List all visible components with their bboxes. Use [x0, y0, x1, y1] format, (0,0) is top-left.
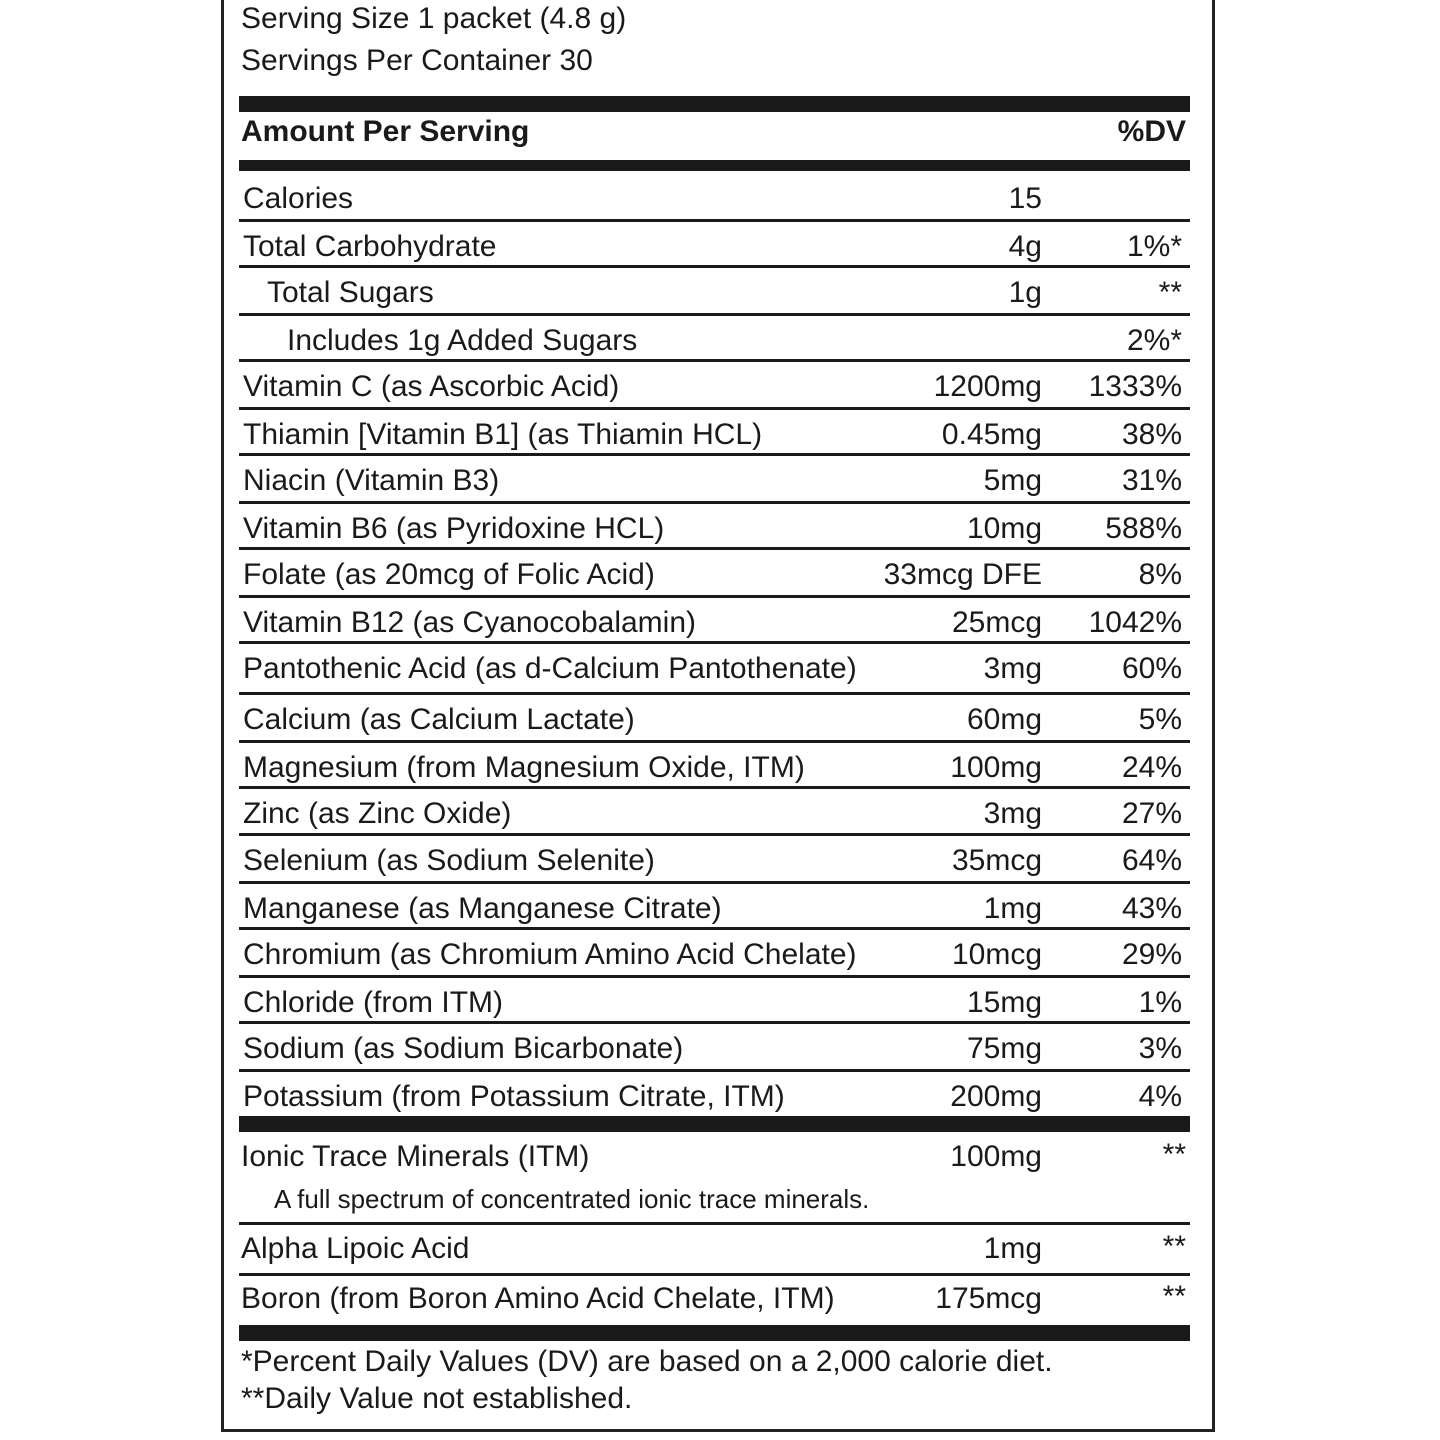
nutrient-amount: 15 [1008, 182, 1042, 215]
nutrient-dv: 2%* [1126, 324, 1182, 357]
nutrient-dv: ** [1162, 1138, 1186, 1171]
nutrient-row [239, 745, 1190, 791]
nutrient-amount: 3mg [983, 652, 1042, 685]
nutrient-dv: 8% [1138, 558, 1182, 591]
nutrient-dv: 3% [1138, 1032, 1182, 1065]
nutrient-name: Niacin (Vitamin B3) [243, 464, 500, 497]
nutrient-dv: 588% [1105, 512, 1182, 545]
nutrient-row [239, 932, 1190, 978]
nutrient-row [239, 176, 1190, 222]
nutrient-row [239, 1074, 1190, 1120]
row-divider [239, 1021, 1190, 1024]
nutrient-amount: 200mg [950, 1080, 1042, 1113]
row-divider [239, 833, 1190, 836]
row-divider [239, 881, 1190, 884]
nutrient-amount: 1200mg [933, 370, 1042, 403]
nutrient-dv: 43% [1121, 892, 1182, 925]
row-divider [239, 975, 1190, 978]
nutrient-amount: 5mg [983, 464, 1042, 497]
nutrient-name: Chromium (as Chromium Amino Acid Chelate) [243, 938, 857, 971]
itm-description: A full spectrum of concentrated ionic trace minerals. [274, 1184, 870, 1214]
row-divider [239, 407, 1190, 410]
nutrient-amount: 33mcg DFE [883, 558, 1042, 591]
row-divider [239, 740, 1190, 743]
nutrient-row [239, 364, 1190, 410]
nutrient-row [239, 270, 1190, 316]
nutrient-amount: 10mg [966, 512, 1042, 545]
row-divider [239, 692, 1190, 695]
nutrient-name: Thiamin [Vitamin B1] (as Thiamin HCL) [243, 418, 763, 451]
row-divider [239, 501, 1190, 504]
row-divider [239, 1222, 1190, 1225]
nutrient-dv: 64% [1121, 844, 1182, 877]
row-divider [239, 265, 1190, 268]
nutrient-amount: 100mg [950, 751, 1042, 784]
nutrient-name: Folate (as 20mcg of Folic Acid) [243, 558, 655, 591]
nutrient-name: Boron (from Boron Amino Acid Chelate, ITM) [241, 1282, 835, 1315]
row-divider [239, 927, 1190, 930]
nutrient-name: Potassium (from Potassium Citrate, ITM) [243, 1080, 785, 1113]
dv-heading: %DV [1117, 115, 1186, 148]
thick-divider-bottom [239, 1325, 1190, 1341]
row-divider [239, 453, 1190, 456]
nutrient-row [239, 224, 1190, 270]
nutrient-name: Pantothenic Acid (as d-Calcium Pantothenate) [243, 652, 857, 685]
nutrient-name: Chloride (from ITM) [243, 986, 504, 1019]
nutrient-amount: 1mg [983, 892, 1042, 925]
nutrient-amount: 0.45mg [941, 418, 1042, 451]
nutrient-name: Vitamin B6 (as Pyridoxine HCL) [243, 512, 665, 545]
nutrient-row [239, 791, 1190, 837]
row-divider [239, 786, 1190, 789]
nutrient-amount: 75mg [966, 1032, 1042, 1065]
nutrient-amount: 4g [1008, 230, 1042, 263]
nutrient-amount: 35mcg [951, 844, 1042, 877]
nutrient-row [239, 412, 1190, 458]
nutrient-dv: 1% [1138, 986, 1182, 1019]
nutrient-row [239, 886, 1190, 932]
nutrient-name: Total Sugars [267, 276, 434, 309]
nutrient-row [239, 838, 1190, 884]
nutrient-name: Ionic Trace Minerals (ITM) [241, 1140, 590, 1173]
nutrient-name: Includes 1g Added Sugars [287, 324, 638, 357]
nutrient-name: Total Carbohydrate [243, 230, 497, 263]
other-row-ala [239, 1230, 1190, 1276]
other-row-itm [239, 1138, 1190, 1184]
nutrient-dv: 1042% [1088, 606, 1182, 639]
nutrient-name: Alpha Lipoic Acid [241, 1232, 470, 1265]
nutrient-dv: 4% [1138, 1080, 1182, 1113]
nutrient-dv: 5% [1138, 703, 1182, 736]
nutrient-amount: 3mg [983, 797, 1042, 830]
row-divider [239, 359, 1190, 362]
nutrient-name: Selenium (as Sodium Selenite) [243, 844, 655, 877]
nutrient-dv: ** [1162, 1280, 1186, 1313]
footnote-dv-not-established: **Daily Value not established. [241, 1382, 633, 1415]
nutrient-dv: 24% [1121, 751, 1182, 784]
nutrient-name: Calcium (as Calcium Lactate) [243, 703, 635, 736]
nutrient-row [239, 318, 1190, 364]
other-row-boron [239, 1280, 1190, 1326]
amount-per-serving-heading: Amount Per Serving [241, 115, 530, 148]
nutrient-name: Manganese (as Manganese Citrate) [243, 892, 722, 925]
nutrient-dv: 1%* [1126, 230, 1182, 263]
nutrient-row [239, 552, 1190, 598]
nutrient-dv: 38% [1121, 418, 1182, 451]
nutrient-dv: 29% [1121, 938, 1182, 971]
thick-divider-top [239, 96, 1190, 112]
row-divider [239, 219, 1190, 222]
row-divider [239, 547, 1190, 550]
nutrient-name: Vitamin C (as Ascorbic Acid) [243, 370, 620, 403]
nutrient-amount: 100mg [950, 1140, 1042, 1173]
row-divider [239, 1069, 1190, 1072]
nutrient-amount: 25mcg [951, 606, 1042, 639]
header-divider [239, 160, 1190, 171]
nutrient-row [239, 697, 1190, 743]
nutrient-dv: 60% [1121, 652, 1182, 685]
row-divider [239, 595, 1190, 598]
nutrient-amount: 10mcg [951, 938, 1042, 971]
serving-size: Serving Size 1 packet (4.8 g) [241, 2, 627, 35]
nutrient-name: Magnesium (from Magnesium Oxide, ITM) [243, 751, 805, 784]
row-divider [239, 313, 1190, 316]
nutrient-row [239, 646, 1190, 692]
nutrient-name: Vitamin B12 (as Cyanocobalamin) [243, 606, 697, 639]
nutrient-amount: 175mcg [935, 1282, 1042, 1315]
nutrient-name: Sodium (as Sodium Bicarbonate) [243, 1032, 684, 1065]
servings-per-container: Servings Per Container 30 [241, 44, 593, 77]
nutrient-dv: 31% [1121, 464, 1182, 497]
nutrient-dv: 1333% [1088, 370, 1182, 403]
nutrient-dv: ** [1162, 1230, 1186, 1263]
nutrient-row [239, 600, 1190, 646]
nutrient-amount: 60mg [966, 703, 1042, 736]
nutrient-dv: ** [1158, 276, 1182, 309]
nutrient-row [239, 458, 1190, 504]
nutrient-amount: 1g [1008, 276, 1042, 309]
row-divider [239, 1273, 1190, 1276]
nutrient-name: Zinc (as Zinc Oxide) [243, 797, 512, 830]
row-divider [239, 641, 1190, 644]
nutrient-amount: 15mg [966, 986, 1042, 1019]
footnote-dv-basis: *Percent Daily Values (DV) are based on a 2,000 calorie diet. [241, 1345, 1053, 1378]
nutrient-row [239, 980, 1190, 1026]
nutrient-name: Calories [243, 182, 354, 215]
nutrient-row [239, 1026, 1190, 1072]
nutrient-amount: 1mg [983, 1232, 1042, 1265]
nutrient-row [239, 506, 1190, 552]
thick-divider-middle [239, 1116, 1190, 1132]
nutrient-dv: 27% [1121, 797, 1182, 830]
